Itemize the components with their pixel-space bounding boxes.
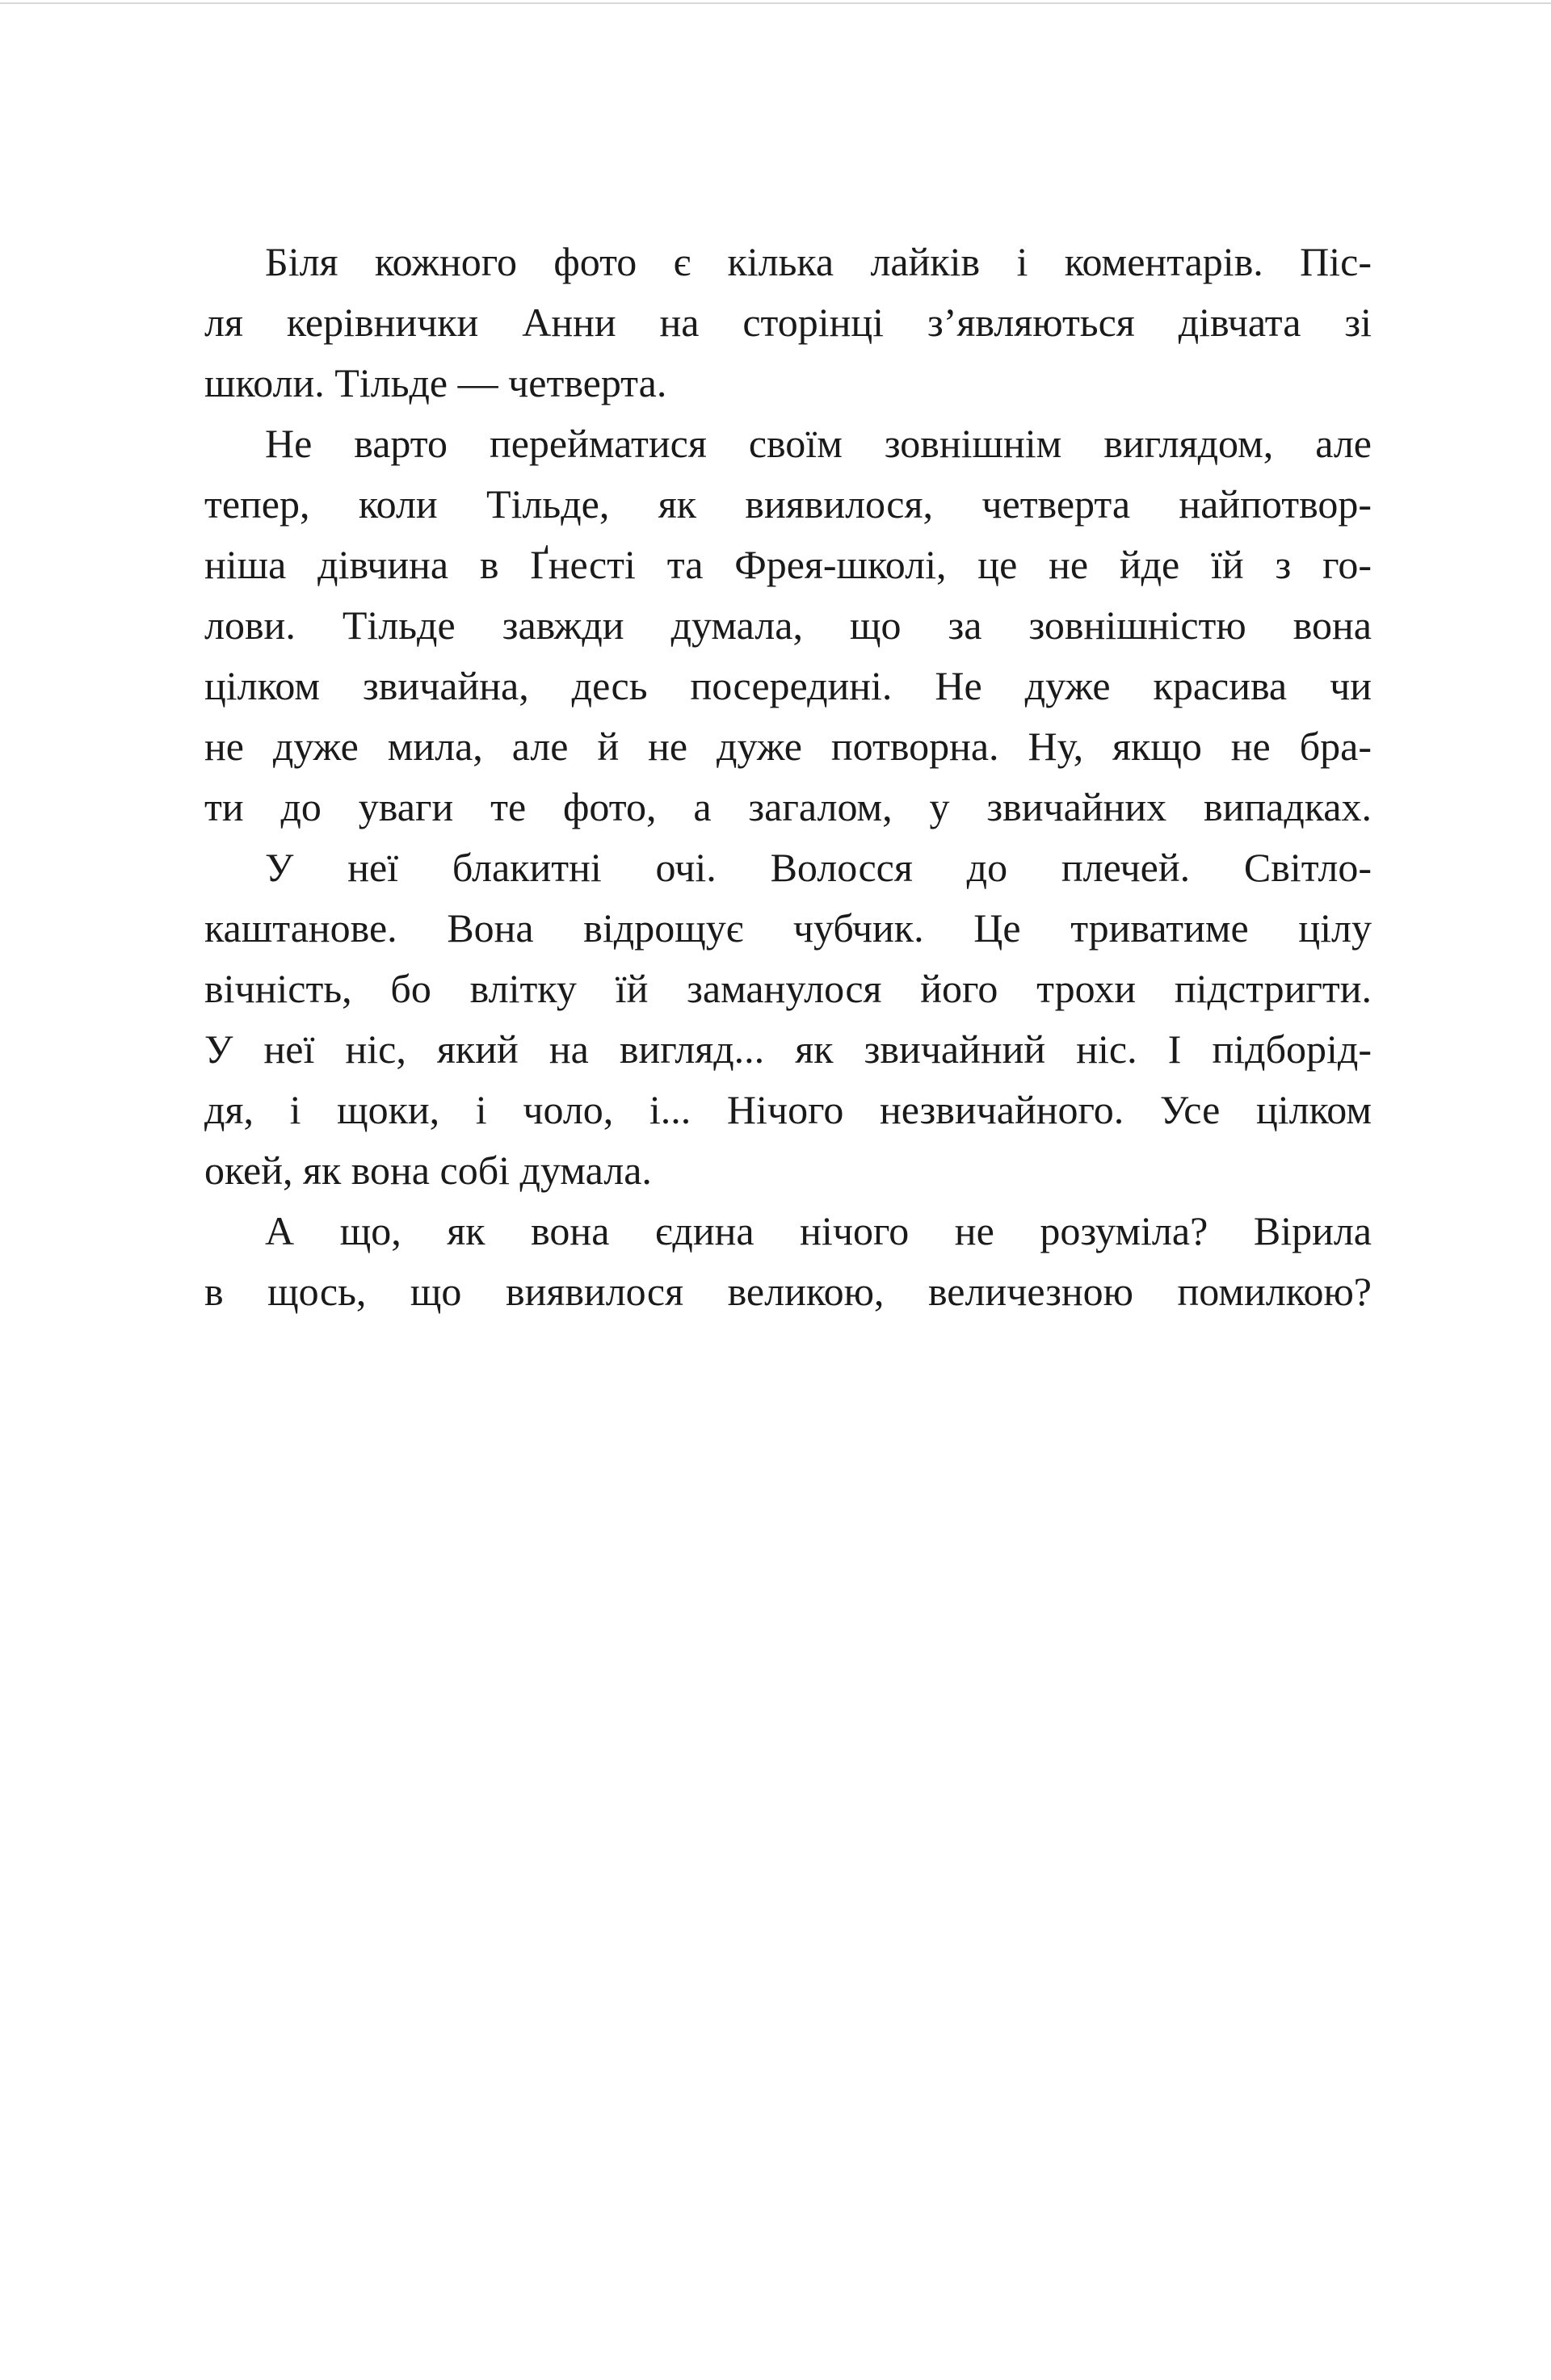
- text-line: ніша дівчина в Ґнесті та Фрея-школі, це не йде їй з го-: [204, 542, 1372, 587]
- text-line: в щось, що виявилося великою, величезною помилкою?: [204, 1269, 1372, 1314]
- text-line: А що, як вона єдина нічого не розуміла? Вірила: [265, 1208, 1372, 1253]
- text-line: школи. Тільде — четверта.: [204, 360, 667, 405]
- text-line: дя, і щоки, і чоло, і... Нічого незвичайного. Усе цілком: [204, 1087, 1372, 1132]
- text-line: лови. Тільде завжди думала, що за зовнішністю вона: [204, 602, 1372, 648]
- text-line: окей, як вона собі думала.: [204, 1148, 652, 1193]
- text-line: ти до уваги те фото, а загалом, у звичайних випадках.: [204, 784, 1372, 829]
- text-line: Біля кожного фото є кілька лайків і коментарів. Піс-: [265, 239, 1372, 284]
- text-line: не дуже мила, але й не дуже потворна. Ну, якщо не бра-: [204, 724, 1372, 769]
- paragraph-3: [204, 837, 1372, 1201]
- book-page-text: [204, 232, 1372, 1322]
- text-line: тепер, коли Тільде, як виявилося, четверта найпотвор-: [204, 481, 1372, 527]
- paragraph-4: [204, 1201, 1372, 1322]
- text-line: У неї ніс, який на вигляд... як звичайний ніс. І підборід-: [204, 1026, 1372, 1072]
- page-top-border: [0, 2, 1551, 4]
- text-line: ля керівнички Анни на сторінці з’являються дівчата зі: [204, 300, 1372, 345]
- text-line: Не варто перейматися своїм зовнішнім виглядом, але: [265, 421, 1372, 466]
- text-line: У неї блакитні очі. Волосся до плечей. Світло-: [265, 845, 1372, 890]
- text-line: цілком звичайна, десь посередині. Не дуже красива чи: [204, 663, 1372, 708]
- text-line: вічність, бо влітку їй заманулося його трохи підстригти.: [204, 966, 1372, 1011]
- paragraph-2: [204, 413, 1372, 837]
- text-line: каштанове. Вона відрощує чубчик. Це триватиме цілу: [204, 905, 1372, 951]
- paragraph-1: [204, 232, 1372, 413]
